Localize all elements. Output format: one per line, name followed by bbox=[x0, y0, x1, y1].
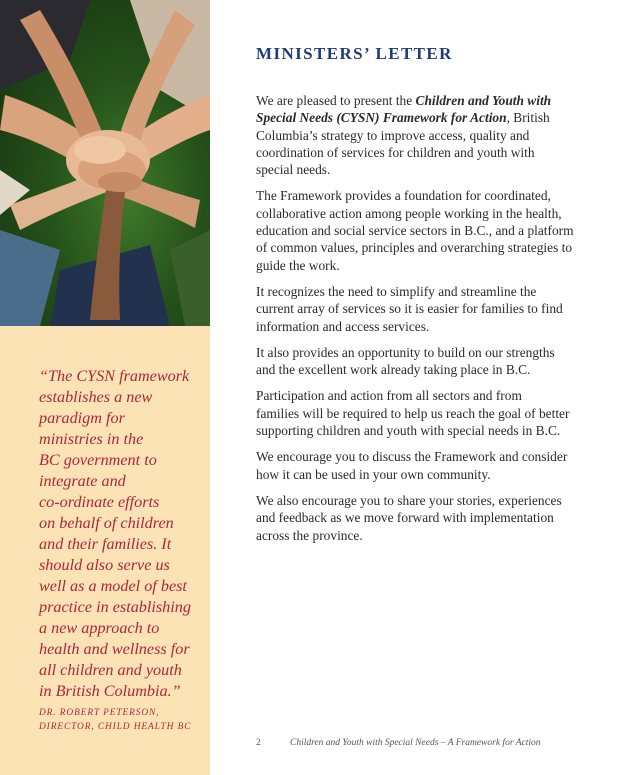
text-line: across the province. bbox=[256, 527, 363, 543]
framework-title-part1: Children and Youth with bbox=[415, 93, 552, 108]
quote-line: and their families. It bbox=[39, 535, 172, 553]
quote-line: BC government to bbox=[39, 451, 157, 469]
text-line: Participation and action from all sectors and from bbox=[256, 388, 522, 404]
intro-text: We are pleased to present the bbox=[256, 93, 416, 108]
text-line: It recognizes the need to simplify and streamline the bbox=[256, 283, 537, 299]
sidebar bbox=[0, 0, 210, 775]
text-line: guide the work. bbox=[256, 257, 340, 273]
text-line: It also provides an opportunity to build on our strengths bbox=[256, 344, 555, 360]
pull-quote bbox=[39, 366, 201, 702]
text-line: and the excellent work already taking place in B.C. bbox=[256, 362, 531, 378]
text-line: We also encourage you to share your stories, experiences bbox=[256, 492, 562, 508]
stacked-hands-illustration bbox=[0, 0, 210, 326]
text-line: current array of services so it is easier for families to find bbox=[256, 301, 563, 317]
footer-title: Children and Youth with Special Needs – A Framework for Action bbox=[290, 738, 541, 748]
quote-line: in British Columbia.” bbox=[39, 682, 181, 700]
text-line: We encourage you to discuss the Framework and consider bbox=[256, 449, 568, 465]
quote-line: should also serve us bbox=[39, 556, 170, 574]
quote-attribution bbox=[39, 706, 209, 734]
quote-line: on behalf of children bbox=[39, 514, 174, 532]
quote-line: paradigm for bbox=[39, 409, 125, 427]
framework-title-part2: Special Needs (CYSN) Framework for Action bbox=[256, 110, 507, 126]
quote-line: establishes a new bbox=[39, 388, 153, 406]
paragraph-share bbox=[256, 492, 596, 544]
text-line: and feedback as we move forward with implementation bbox=[256, 510, 554, 526]
letter-body bbox=[256, 92, 596, 553]
paragraph-framework bbox=[256, 187, 596, 273]
paragraph-simplify bbox=[256, 283, 596, 335]
text-line: education and social service sectors in B.C., and a platform bbox=[256, 223, 574, 239]
text-line: coordination of services for children and youth with bbox=[256, 144, 535, 160]
hands-together-photo bbox=[0, 0, 210, 326]
quote-line: health and wellness for bbox=[39, 640, 190, 658]
quote-line: co-ordinate efforts bbox=[39, 493, 160, 511]
intro-text: , British bbox=[506, 110, 550, 126]
paragraph-discuss bbox=[256, 448, 596, 483]
text-line: The Framework provides a foundation for coordinated, bbox=[256, 188, 551, 204]
quote-line: “The CYSN framework bbox=[39, 367, 190, 385]
quote-line: a new approach to bbox=[39, 619, 160, 637]
page-title: MINISTERS’ LETTER bbox=[256, 44, 453, 63]
text-line: families will be required to help us reach the goal of better bbox=[256, 405, 570, 421]
text-line: supporting children and youth with special needs in B.C. bbox=[256, 423, 561, 439]
paragraph-participation bbox=[256, 387, 596, 439]
text-line: special needs. bbox=[256, 162, 331, 178]
paragraph-strengths bbox=[256, 344, 596, 379]
quote-line: integrate and bbox=[39, 472, 126, 490]
text-line: information and access services. bbox=[256, 318, 430, 334]
quote-line: well as a model of best bbox=[39, 577, 187, 595]
attribution-title: DIRECTOR, CHILD HEALTH BC bbox=[39, 722, 192, 732]
quote-line: ministries in the bbox=[39, 430, 144, 448]
quote-line: practice in establishing bbox=[39, 598, 191, 616]
text-line: Columbia’s strategy to improve access, quality and bbox=[256, 127, 530, 143]
page-footer bbox=[256, 738, 541, 748]
paragraph-intro bbox=[256, 92, 596, 178]
text-line: how it can be used in your own community. bbox=[256, 466, 491, 482]
text-line: of common values, principles and overarching strategies to bbox=[256, 240, 573, 256]
quote-line: all children and youth bbox=[39, 661, 182, 679]
page-number: 2 bbox=[256, 738, 261, 748]
attribution-name: DR. ROBERT PETERSON, bbox=[39, 708, 160, 718]
text-line: collaborative action among people working in the health, bbox=[256, 205, 562, 221]
